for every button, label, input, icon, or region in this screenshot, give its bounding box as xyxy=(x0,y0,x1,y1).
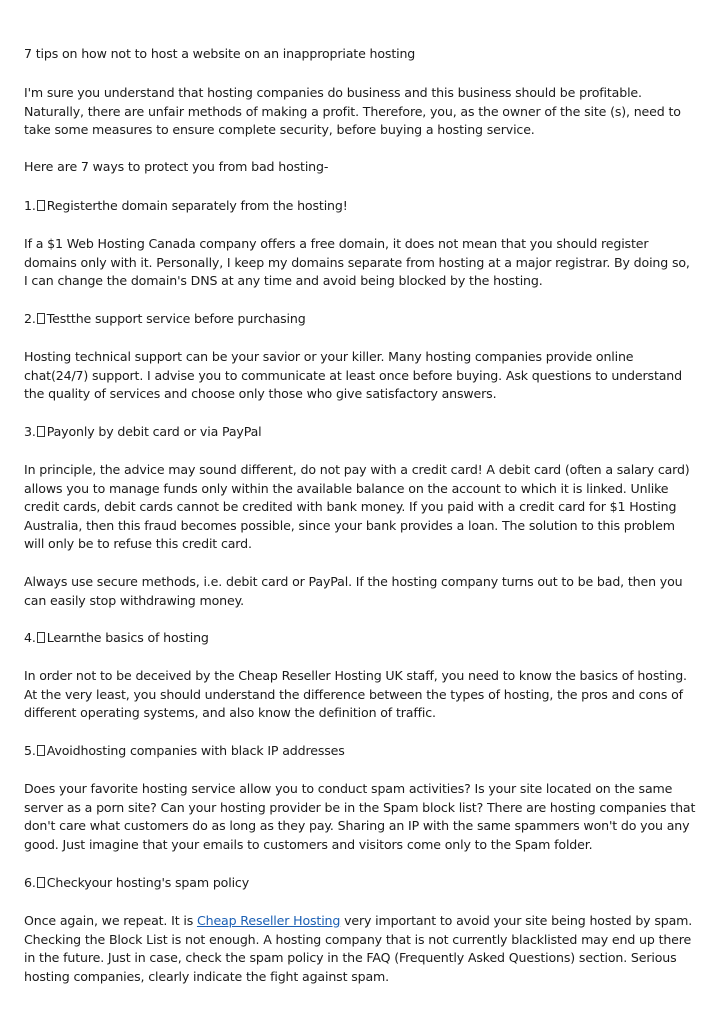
tip-heading-1 xyxy=(24,197,348,215)
tip-keyword: Register xyxy=(46,198,98,213)
tip-body-6 xyxy=(24,912,696,986)
tip-keyword: Pay xyxy=(46,424,69,439)
tip-heading-rest: the basics of hosting xyxy=(81,630,209,645)
tip-heading-5 xyxy=(24,742,345,760)
missing-glyph-icon xyxy=(37,632,45,643)
lead-paragraph: Here are 7 ways to protect you from bad hosting- xyxy=(24,159,329,174)
tip-heading-rest: hosting companies with black IP addresses xyxy=(80,743,345,758)
tip-heading-4 xyxy=(24,629,209,647)
tip-keyword: Check xyxy=(46,875,85,890)
tip-body-2: Hosting technical support can be your savior or your killer. Many hosting companies provide online chat(24/7) support. I advise you to communicate at least once before buying. Ask questions to understand the quality of services and choose only those who give satisfactory answers. xyxy=(24,349,682,401)
tip-heading-3 xyxy=(24,423,262,441)
tip-body-3b: Always use secure methods, i.e. debit card or PayPal. If the hosting company turns out to be bad, then you can easily stop withdrawing money. xyxy=(24,574,683,608)
tip-body-1: If a $1 Web Hosting Canada company offers a free domain, it does not mean that you should register domains only with it. Personally, I keep my domains separate from hosting at a major registrar. By doing so, I can change the domain's DNS at any time and avoid being blocked by the hosting. xyxy=(24,236,690,288)
tip-number: 1. xyxy=(24,198,36,213)
tip-number: 6. xyxy=(24,875,36,890)
missing-glyph-icon xyxy=(37,200,45,211)
tip-keyword: Avoid xyxy=(46,743,81,758)
cheap-reseller-hosting-link[interactable]: Cheap Reseller Hosting xyxy=(196,913,341,928)
tip-body-6-end: very important to avoid your site being hosted by spam. Checking the Block List is not enough. A hosting company that is not currently blacklisted may end up there in the future. Just in case, check the spam policy in the FAQ (Frequently Asked Questions) section. Serious hosting companies, clearly indicate the fight against spam. xyxy=(24,913,693,984)
missing-glyph-icon xyxy=(37,877,45,888)
tip-heading-rest: the domain separately from the hosting! xyxy=(97,198,348,213)
tip-keyword: Learn xyxy=(46,630,82,645)
tip-heading-rest: only by debit card or via PayPal xyxy=(68,424,262,439)
missing-glyph-icon xyxy=(37,745,45,756)
document-title: 7 tips on how not to host a website on an inappropriate hosting xyxy=(24,46,416,61)
intro-paragraph: I'm sure you understand that hosting companies do business and this business should be profitable. Naturally, there are unfair methods of making a profit. Therefore, you, as the owner of the site (s), need to take some measures to ensure complete security, before buying a hosting service. xyxy=(24,85,681,137)
tip-number: 2. xyxy=(24,311,36,326)
tip-number: 5. xyxy=(24,743,36,758)
missing-glyph-icon xyxy=(37,426,45,437)
tip-body-3: In principle, the advice may sound different, do not pay with a credit card! A debit card (often a salary card) allows you to manage funds only within the available balance on the account to which it is linked. Unlike credit cards, debit cards cannot be credited with bank money. If you paid with a credit card for $1 Hosting Australia, then this fraud becomes possible, since your bank provides a loan. The solution to this problem will only be to refuse this credit card. xyxy=(24,462,690,551)
tip-heading-rest: the support service before purchasing xyxy=(70,311,306,326)
tip-keyword: Test xyxy=(46,311,71,326)
tip-heading-rest: your hosting's spam policy xyxy=(84,875,249,890)
tip-body-6-start: Once again, we repeat. It is xyxy=(24,913,197,928)
tip-number: 3. xyxy=(24,424,36,439)
missing-glyph-icon xyxy=(37,313,45,324)
tip-number: 4. xyxy=(24,630,36,645)
tip-heading-2 xyxy=(24,310,306,328)
tip-body-5: Does your favorite hosting service allow you to conduct spam activities? Is your site located on the same server as a porn site? Can your hosting provider be in the Spam block list? There are hosting companies that don't care what customers do as long as they pay. Sharing an IP with the same spammers won't do you any good. Just imagine that your emails to customers and visitors come only to the Spam folder. xyxy=(24,781,696,852)
tip-body-4: In order not to be deceived by the Cheap Reseller Hosting UK staff, you need to know the basics of hosting. At the very least, you should understand the difference between the types of hosting, the pros and cons of different operating systems, and also know the definition of traffic. xyxy=(24,668,687,720)
tip-heading-6 xyxy=(24,874,249,892)
